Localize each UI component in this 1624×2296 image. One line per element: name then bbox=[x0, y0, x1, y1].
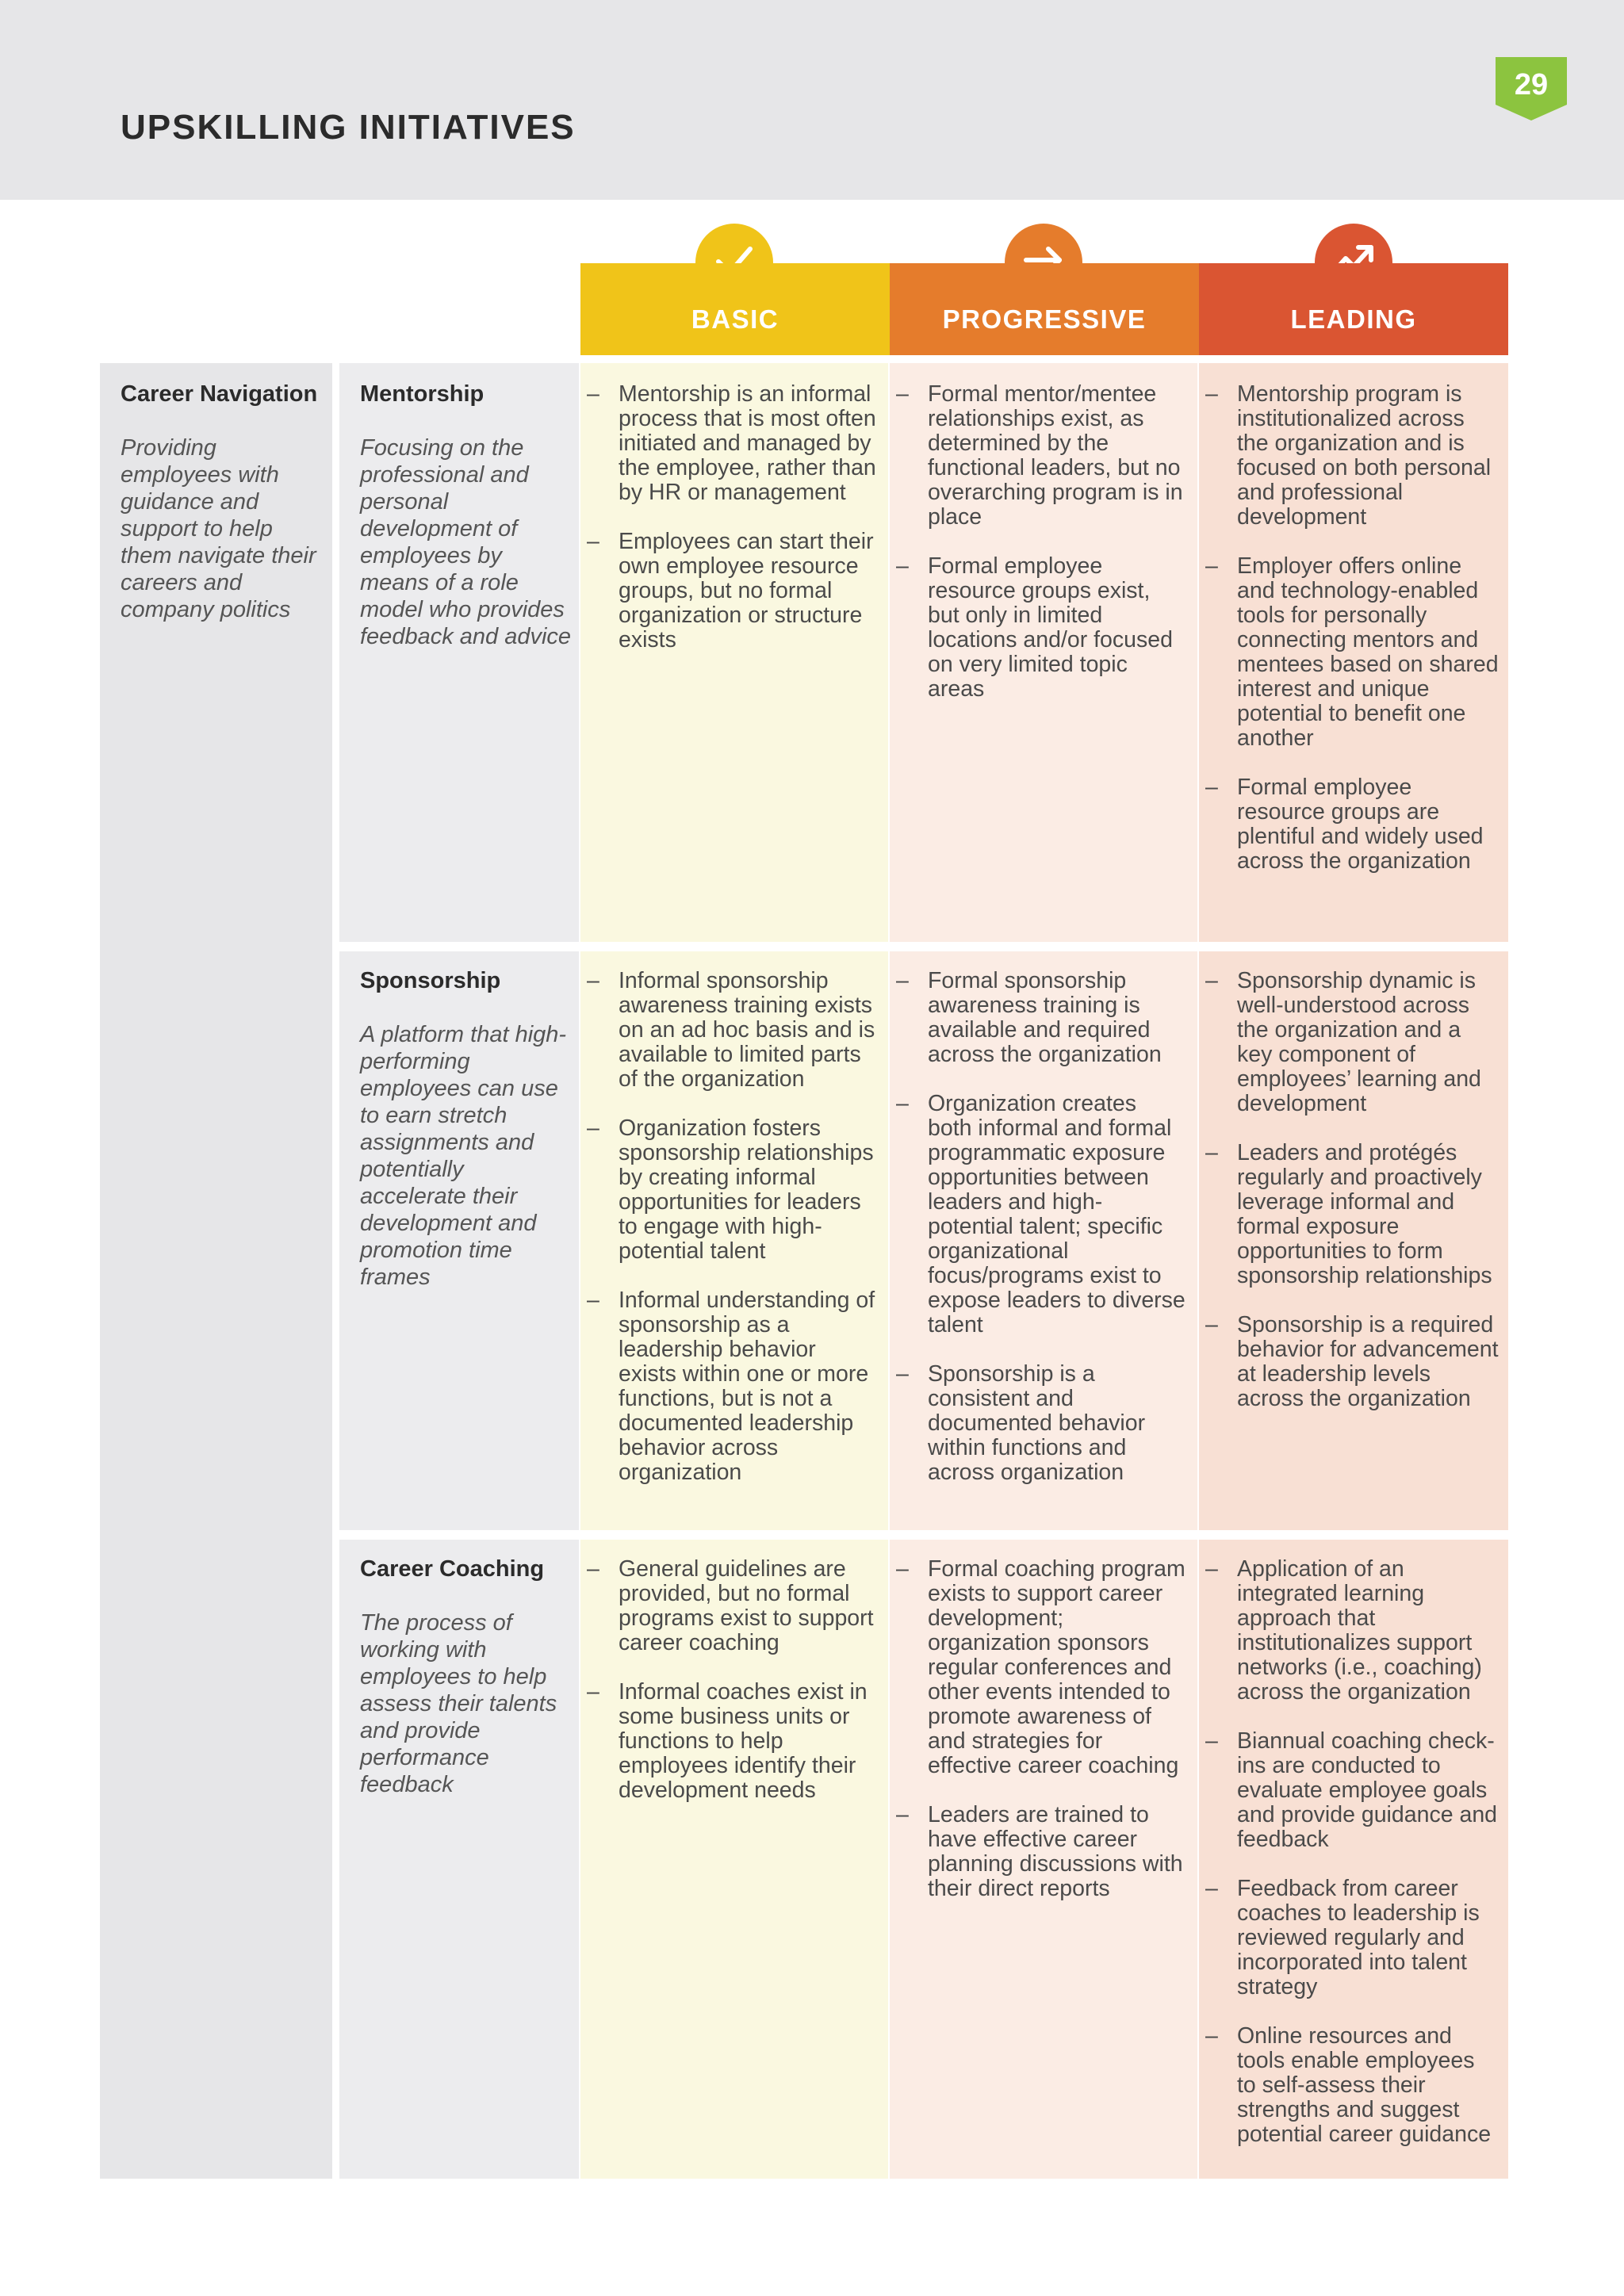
mentorship-progressive-cell bbox=[896, 382, 1185, 726]
category-description: Providing employees with guidance and support to help them navigate their careers and company politics bbox=[121, 435, 316, 622]
category-cell bbox=[121, 381, 319, 623]
page-number: 29 bbox=[1514, 68, 1549, 101]
list-item: – Application of an integrated learning approach that institutionalizes support networks (i.e., coaching) across the organization bbox=[1205, 1557, 1499, 1705]
level-leading-label: LEADING bbox=[1290, 304, 1417, 334]
coaching-leading-cell bbox=[1205, 1557, 1499, 2172]
list-item: – General guidelines are provided, but no formal programs exist to support career coaching bbox=[587, 1557, 876, 1655]
category-column bbox=[100, 363, 332, 2179]
header-band bbox=[0, 0, 1624, 200]
list-item: – Sponsorship is a consistent and documented behavior within functions and across organization bbox=[896, 1362, 1185, 1485]
career-coaching-description: The process of working with employees to help assess their talents and provide performance feedback bbox=[360, 1610, 557, 1797]
list-item: – Sponsorship is a required behavior for advancement at leadership levels across the organization bbox=[1205, 1313, 1499, 1411]
level-basic-label: BASIC bbox=[691, 304, 779, 334]
sponsorship-basic-cell bbox=[587, 969, 876, 1510]
list-item: – Leaders are trained to have effective career planning discussions with their direct reports bbox=[896, 1803, 1185, 1901]
level-progressive-header bbox=[890, 263, 1199, 355]
list-item: – Employees can start their own employee resource groups, but no formal organization or structure exists bbox=[587, 530, 876, 652]
page-title: UPSKILLING INITIATIVES bbox=[121, 108, 576, 147]
list-item: – Online resources and tools enable employees to self-assess their strengths and suggest potential career guidance bbox=[1205, 2024, 1499, 2147]
mentorship-leading-cell bbox=[1205, 382, 1499, 898]
list-item: – Mentorship is an informal process that is most often initiated and managed by the employee, rather than by HR or management bbox=[587, 382, 876, 505]
mentorship-description: Focusing on the professional and personal development of employees by means of a role model who provides feedback and advice bbox=[360, 435, 572, 649]
list-item: – Organization creates both informal and formal programmatic exposure opportunities between leaders and high-potential talent; specific organizational focus/programs exist to expose leaders to diverse talent bbox=[896, 1092, 1185, 1337]
list-item: – Employer offers online and technology-enabled tools for personally connecting mentors and mentees based on shared interest and unique potential to benefit one another bbox=[1205, 554, 1499, 751]
list-item: – Mentorship program is institutionalized across the organization and is focused on both personal and professional development bbox=[1205, 382, 1499, 530]
sponsorship-description: A platform that high-performing employees can use to earn stretch assignments and potentially accelerate their development and promotion time frames bbox=[360, 1022, 567, 1290]
category-title: Career Navigation bbox=[121, 381, 318, 407]
list-item: – Sponsorship dynamic is well-understood across the organization and a key component of employees’ learning and development bbox=[1205, 969, 1499, 1116]
career-coaching-title: Career Coaching bbox=[360, 1556, 545, 1582]
list-item: – Formal employee resource groups exist, but only in limited locations and/or focused on very limited topic areas bbox=[896, 554, 1185, 702]
list-item: – Formal sponsorship awareness training is available and required across the organization bbox=[896, 969, 1185, 1067]
list-item: – Formal employee resource groups are plentiful and widely used across the organization bbox=[1205, 775, 1499, 874]
list-item: – Informal understanding of sponsorship as a leadership behavior exists within one or more functions, but is not a documented leadership behavior across organization bbox=[587, 1288, 876, 1485]
list-item: – Formal mentor/mentee relationships exist, as determined by the functional leaders, but no overarching program is in place bbox=[896, 382, 1185, 530]
mentorship-cell bbox=[360, 381, 574, 650]
mentorship-title: Mentorship bbox=[360, 381, 485, 407]
list-item: – Biannual coaching check-ins are conducted to evaluate employee goals and provide guidance and feedback bbox=[1205, 1729, 1499, 1852]
sponsorship-leading-cell bbox=[1205, 969, 1499, 1436]
level-progressive-label: PROGRESSIVE bbox=[942, 304, 1147, 334]
list-item: – Formal coaching program exists to support career development; organization sponsors regular conferences and other events intended to promote awareness of and strategies for effective career coaching bbox=[896, 1557, 1185, 1778]
coaching-basic-cell bbox=[587, 1557, 876, 1827]
coaching-progressive-cell bbox=[896, 1557, 1185, 1926]
sponsorship-title: Sponsorship bbox=[360, 968, 501, 993]
list-item: – Organization fosters sponsorship relationships by creating informal opportunities for leaders to engage with high-potential talent bbox=[587, 1116, 876, 1264]
level-leading-header bbox=[1199, 263, 1508, 355]
page-number-badge bbox=[1496, 57, 1567, 121]
list-item: – Informal sponsorship awareness training exists on an ad hoc basis and is available to limited parts of the organization bbox=[587, 969, 876, 1092]
list-item: – Leaders and protégés regularly and proactively leverage informal and formal exposure opportunities to form sponsorship relationships bbox=[1205, 1141, 1499, 1288]
sponsorship-cell bbox=[360, 967, 574, 1291]
career-coaching-cell bbox=[360, 1556, 574, 1798]
level-basic-header bbox=[580, 263, 890, 355]
list-item: – Feedback from career coaches to leadership is reviewed regularly and incorporated into talent strategy bbox=[1205, 1877, 1499, 1999]
mentorship-basic-cell bbox=[587, 382, 876, 677]
list-item: – Informal coaches exist in some business units or functions to help employees identify their development needs bbox=[587, 1680, 876, 1803]
sponsorship-progressive-cell bbox=[896, 969, 1185, 1510]
